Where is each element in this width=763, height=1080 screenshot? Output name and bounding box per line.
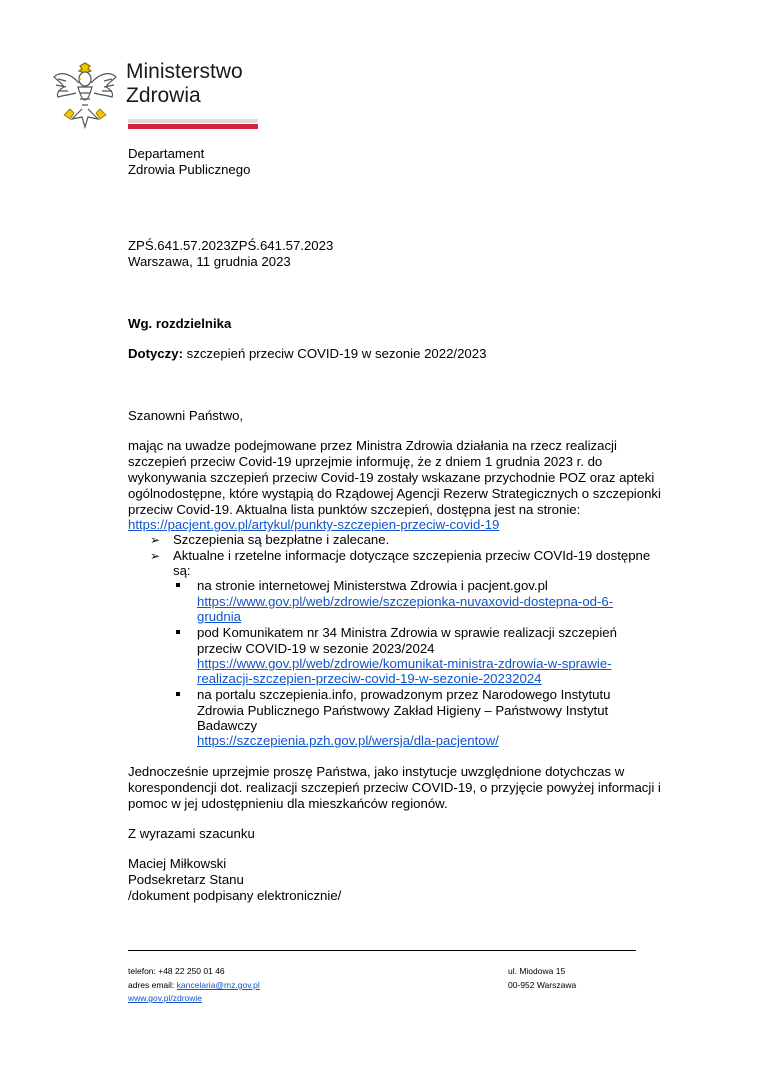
komunikat-link-part-2[interactable]: realizacji-szczepien-przeciw-covid-19-w-sezonie-20232024 (197, 671, 542, 686)
subject-line (128, 346, 486, 362)
paragraph-1-line: przeciw Covid-19. Aktualna lista punktów szczepień, dostępna jest na stronie: (128, 502, 581, 517)
paragraph-2-line: korespondencji dot. realizacji szczepień przeciw COVID-19, o przyjęcie powyżej informacji i (128, 780, 661, 795)
sub-item-3-line-3: Badawczy (197, 718, 258, 733)
paragraph-2-line: pomoc w jej udostępnieniu dla mieszkańców regionów. (128, 796, 448, 811)
sub-item-2-line-2: przeciw COVID-19 w sezonie 2023/2024 (197, 641, 435, 656)
reference-number: ZPŚ.641.57.2023ZPŚ.641.57.2023 (128, 238, 334, 253)
sub-item-3-line-1: na portalu szczepienia.info, prowadzonym przez Narodowego Instytutu (197, 687, 611, 702)
logo-line-1: Ministerstwo (126, 60, 243, 83)
closing-regards: Z wyrazami szacunku (128, 826, 255, 841)
place-date: Warszawa, 11 grudnia 2023 (128, 254, 291, 269)
flag-white-stripe (128, 119, 258, 123)
subject-label: Dotyczy: (128, 346, 183, 361)
vaccination-points-link[interactable]: https://pacjent.gov.pl/artykul/punkty-szczepien-przeciw-covid-19 (128, 517, 500, 532)
signatory-name: Maciej Miłkowski (128, 856, 227, 871)
szczepienia-pzh-link[interactable]: https://szczepienia.pzh.gov.pl/wersja/dla-pacjentow/ (197, 733, 499, 748)
arrow-bullet-icon: ➢ (150, 549, 161, 563)
paragraph-1-line: mając na uwadze podejmowane przez Ministra Zdrowia działania na rzecz realizacji (128, 438, 617, 453)
eagle-emblem-icon (52, 57, 118, 129)
paragraph-2-line: Jednocześnie uprzejmie proszę Państwa, jako instytucje uwzględnione dotychczas w (128, 764, 625, 779)
arrow-item-1: Szczepienia są bezpłatne i zalecane. (173, 532, 390, 547)
footer-email-link[interactable]: kancelaria@mz.gov.pl (176, 980, 260, 990)
footer-website-link[interactable]: www.gov.pl/zdrowie (128, 993, 203, 1003)
arrow-bullet-icon: ➢ (150, 533, 161, 547)
square-bullet-icon (176, 583, 180, 587)
department-line-2: Zdrowia Publicznego (128, 162, 251, 177)
paragraph-1-line: wykonywania szczepień przeciw Covid-19 zostały wskazane przychodnie POZ oraz apteki (128, 470, 655, 485)
footer-divider (128, 950, 636, 951)
salutation: Szanowni Państwo, (128, 408, 244, 423)
footer-city: 00-952 Warszawa (508, 980, 577, 990)
footer-email-line (128, 978, 260, 992)
footer-street: ul. Miodowa 15 (508, 966, 566, 976)
addressee: Wg. rozdzielnika (128, 316, 232, 331)
ministry-logo-text (126, 60, 243, 108)
nuvaxovid-link-part-1[interactable]: https://www.gov.pl/web/zdrowie/szczepionka-nuvaxovid-dostepna-od-6- (197, 594, 614, 609)
komunikat-link-part-1[interactable]: https://www.gov.pl/web/zdrowie/komunikat-ministra-zdrowia-w-sprawie- (197, 656, 612, 671)
sub-item-1-text: na stronie internetowej Ministerstwa Zdrowia i pacjent.gov.pl (197, 578, 548, 593)
arrow-item-2-line-1: Aktualne i rzetelne informacje dotyczące szczepienia przeciw COVId-19 dostępne (173, 548, 651, 563)
nuvaxovid-link-part-2[interactable]: grudnia (197, 609, 241, 624)
subject-text: szczepień przeciw COVID-19 w sezonie 2022/2023 (182, 346, 487, 361)
logo-line-2: Zdrowia (126, 84, 201, 107)
flag-red-stripe (128, 124, 258, 129)
paragraph-1-line: szczepień przeciw Covid-19 uprzejmie informuję, że z dniem 1 grudnia 2023 r. do (128, 454, 603, 469)
department-line-1: Departament (128, 146, 205, 161)
signatory-title: Podsekretarz Stanu (128, 872, 244, 887)
footer-email-label: adres email: (128, 980, 177, 990)
square-bullet-icon (176, 630, 180, 634)
sub-item-2-line-1: pod Komunikatem nr 34 Ministra Zdrowia w sprawie realizacji szczepień (197, 625, 617, 640)
arrow-item-2-line-2: są: (173, 563, 191, 578)
paragraph-1-line: ogólnodostępne, które wystąpią do Rządowej Agencji Rezerw Strategicznych o szczepionki (128, 486, 661, 501)
sub-item-3-line-2: Zdrowia Publicznego Państwowy Zakład Higieny – Państwowy Instytut (197, 703, 609, 718)
signature-note: /dokument podpisany elektronicznie/ (128, 888, 342, 903)
footer-phone: telefon: +48 22 250 01 46 (128, 966, 225, 976)
square-bullet-icon (176, 692, 180, 696)
